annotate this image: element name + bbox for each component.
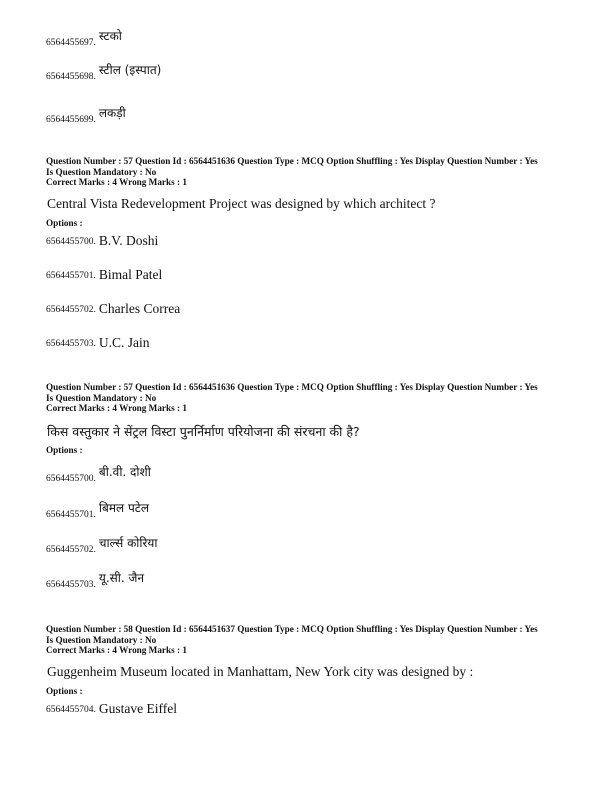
options-label: Options : — [46, 445, 83, 455]
mandatory-line: Is Question Mandatory : No — [46, 392, 157, 403]
mandatory-line: Is Question Mandatory : No — [46, 166, 157, 177]
question-text: Guggenheim Museum located in Manhattam, New York city was designed by : — [47, 664, 474, 679]
option-id: 6564455701. — [46, 509, 96, 520]
option-row — [46, 536, 158, 555]
marks-line: Correct Marks : 4 Wrong Marks : 1 — [46, 177, 187, 187]
option-id: 6564455700. — [46, 473, 96, 484]
option-row — [46, 302, 180, 316]
option-row — [46, 336, 150, 350]
option-text: लकड़ी — [98, 106, 126, 120]
option-text: Bimal Patel — [98, 267, 163, 282]
mandatory-line: Is Question Mandatory : No — [46, 634, 157, 645]
option-id: 6564455701. — [46, 271, 96, 281]
option-id: 6564455700. — [46, 237, 96, 247]
option-row — [46, 106, 126, 125]
option-row — [46, 63, 162, 82]
question-meta-line: Question Number : 57 Question Id : 6564451636 Question Type : MCQ Option Shuffling : Yes Display Question Number : Yes — [46, 382, 538, 392]
option-text: बी.वी. दोशी — [98, 465, 151, 479]
question-text: Central Vista Redevelopment Project was designed by which architect ? — [47, 196, 436, 211]
option-row — [46, 268, 162, 282]
option-row — [46, 702, 177, 716]
question-text: किस वस्तुकार ने सेंट्रल विस्टा पुनर्निर्माण परियोजना की संरचना की है? — [47, 424, 360, 439]
question-meta-line: Question Number : 57 Question Id : 6564451636 Question Type : MCQ Option Shuffling : Yes Display Question Number : Yes — [46, 156, 538, 166]
option-text: स्टील (इस्पात) — [98, 63, 162, 77]
option-text: स्टको — [98, 29, 122, 43]
marks-line: Correct Marks : 4 Wrong Marks : 1 — [46, 403, 187, 413]
option-id: 6564455702. — [46, 544, 96, 555]
option-id: 6564455704. — [46, 705, 96, 715]
option-id: 6564455702. — [46, 305, 96, 315]
option-text: चार्ल्स कोरिया — [98, 536, 158, 550]
options-label: Options : — [46, 686, 83, 696]
option-row — [46, 234, 158, 248]
option-text: U.C. Jain — [98, 335, 150, 350]
options-label: Options : — [46, 218, 83, 228]
option-row — [46, 465, 151, 484]
option-text: Gustave Eiffel — [98, 701, 177, 716]
option-row — [46, 501, 149, 520]
question-meta — [46, 156, 572, 188]
marks-line: Correct Marks : 4 Wrong Marks : 1 — [46, 645, 187, 655]
option-text: B.V. Doshi — [98, 233, 159, 248]
option-id: 6564455703. — [46, 339, 96, 349]
option-id: 6564455703. — [46, 579, 96, 590]
question-meta-line: Question Number : 58 Question Id : 6564451637 Question Type : MCQ Option Shuffling : Yes Display Question Number : Yes — [46, 624, 538, 634]
option-row — [46, 571, 145, 590]
option-text: यू.सी. जैन — [98, 571, 145, 585]
question-meta — [46, 624, 572, 656]
option-id: 6564455699. — [46, 114, 96, 125]
option-text: Charles Correa — [98, 301, 181, 316]
question-meta — [46, 382, 572, 414]
option-id: 6564455697. — [46, 37, 96, 48]
option-text: बिमल पटेल — [98, 501, 149, 515]
option-row — [46, 29, 122, 48]
option-id: 6564455698. — [46, 71, 96, 82]
